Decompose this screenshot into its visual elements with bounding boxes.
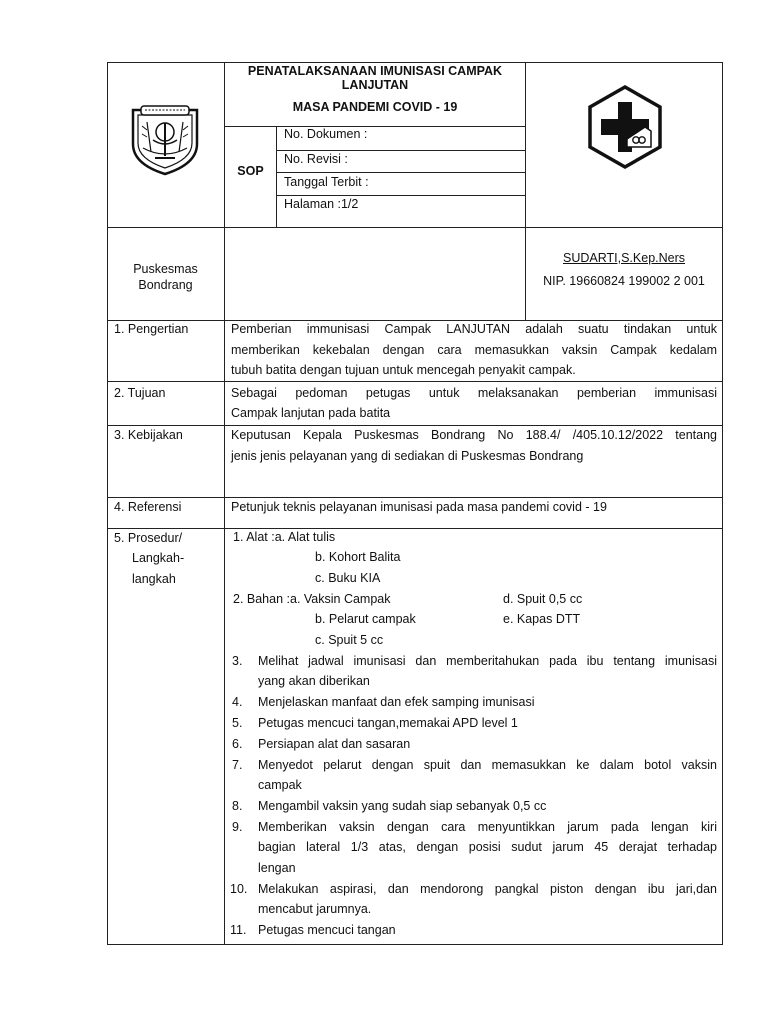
step-8-number: 8. bbox=[232, 799, 243, 813]
alat-item-c: c. Buku KIA bbox=[315, 571, 381, 585]
title-bottom-line bbox=[224, 126, 526, 127]
step-5-number: 5. bbox=[232, 716, 243, 730]
referensi-text: Petunjuk teknis pelayanan imunisasi pada masa pandemi covid - 19 bbox=[231, 500, 607, 514]
prosedur-label-2: Langkah- bbox=[132, 551, 185, 565]
bahan-item-b: b. Pelarut campak bbox=[315, 612, 416, 626]
step-10-number: 10. bbox=[230, 882, 248, 896]
step-3-line-2: yang akan diberikan bbox=[258, 674, 370, 688]
step-6-number: 6. bbox=[232, 737, 243, 751]
step-10-line-2: mencabut jarumnya. bbox=[258, 902, 372, 916]
bahan-item-c: c. Spuit 5 cc bbox=[315, 633, 384, 647]
step-6-line-1: Persiapan alat dan sasaran bbox=[258, 737, 411, 751]
pengertian-bottom-line bbox=[107, 381, 723, 382]
sop-divider bbox=[276, 126, 277, 227]
kebijakan-line-2: jenis jenis pelayanan yang di sediakan di Puskesmas Bondrang bbox=[231, 449, 584, 463]
pengertian-line-3: tubuh batita dengan tujuan untuk mencegah penyakit campak. bbox=[231, 363, 576, 377]
revision-line bbox=[276, 172, 526, 173]
step-9-line-3: lengan bbox=[258, 861, 296, 875]
step-11-number: 11. bbox=[230, 923, 247, 937]
tujuan-label: 2. Tujuan bbox=[114, 386, 166, 400]
pengertian-label: 1. Pengertian bbox=[114, 322, 189, 336]
step-5-line-1: Petugas mencuci tangan,memakai APD level 1 bbox=[258, 716, 518, 730]
referensi-label: 4. Referensi bbox=[114, 500, 182, 514]
kebijakan-label: 3. Kebijakan bbox=[114, 428, 183, 442]
sop-document bbox=[107, 62, 723, 945]
header-bottom-line bbox=[107, 227, 723, 228]
label-column-divider bbox=[224, 320, 225, 945]
step-9-number: 9. bbox=[232, 820, 243, 834]
kebijakan-line-1: Keputusan Kepala Puskesmas Bondrang No 188.4/ /405.10.12/2022 tentang bbox=[231, 428, 717, 442]
step-4-number: 4. bbox=[232, 695, 243, 709]
step-3-number: 3. bbox=[232, 654, 243, 668]
bahan-item-e: e. Kapas DTT bbox=[503, 612, 581, 626]
bahan-item-d: d. Spuit 0,5 cc bbox=[503, 592, 583, 606]
org-name-line-2: Bondrang bbox=[138, 278, 193, 292]
tujuan-line-1: Sebagai pedoman petugas untuk melaksanakan pemberian immunisasi bbox=[231, 386, 717, 400]
bahan-item-a: 2. Bahan :a. Vaksin Campak bbox=[233, 592, 391, 606]
step-4-line-1: Menjelaskan manfaat dan efek samping imunisasi bbox=[258, 695, 535, 709]
title-line-2: LANJUTAN bbox=[341, 78, 409, 92]
revision-field: No. Revisi : bbox=[284, 152, 348, 166]
step-7-line-2: campak bbox=[258, 778, 302, 792]
prosedur-label-1: 5. Prosedur/ bbox=[114, 531, 183, 545]
head-nip: NIP. 19660824 199002 2 001 bbox=[543, 274, 705, 288]
tujuan-bottom-line bbox=[107, 425, 723, 426]
health-ministry-logo bbox=[587, 84, 663, 170]
sop-label: SOP bbox=[237, 164, 264, 178]
org-name-line-1: Puskesmas bbox=[133, 262, 198, 276]
prosedur-label-3: langkah bbox=[132, 572, 176, 586]
step-7-number: 7. bbox=[232, 758, 243, 772]
step-10-line-1: Melakukan aspirasi, dan mendorong pangkal piston dengan ibu jari,dan bbox=[258, 882, 717, 896]
step-9-line-1: Memberikan vaksin dengan cara menyuntikkan jarum pada lengan kiri bbox=[258, 820, 717, 834]
tujuan-line-2: Campak lanjutan pada batita bbox=[231, 406, 391, 420]
kebijakan-bottom-line bbox=[107, 497, 723, 498]
border-left bbox=[107, 62, 108, 945]
step-3-line-1: Melihat jadwal imunisasi dan memberitahukan pada ibu tentang imunisasi bbox=[258, 654, 717, 668]
referensi-bottom-line bbox=[107, 528, 723, 529]
pengertian-line-2: memberikan kekebalan dengan cara memasukkan vaksin Campak kedalam bbox=[231, 343, 717, 357]
border-right bbox=[722, 62, 723, 945]
alat-item-a: 1. Alat :a. Alat tulis bbox=[233, 530, 336, 544]
title-line-1: PENATALAKSANAAN IMUNISASI CAMPAK bbox=[247, 64, 503, 78]
pengertian-line-1: Pemberian immunisasi Campak LANJUTAN adalah suatu tindakan untuk bbox=[231, 322, 717, 336]
step-8-line-1: Mengambil vaksin yang sudah siap sebanyak 0,5 cc bbox=[258, 799, 547, 813]
step-9-line-2: bagian lateral 1/3 atas, dengan posisi sudut jarum 45 derajat terhadap bbox=[258, 840, 717, 854]
step-7-line-1: Menyedot pelarut dengan spuit dan memasukkan ke dalam botol vaksin bbox=[258, 758, 717, 772]
alat-item-b: b. Kohort Balita bbox=[315, 550, 401, 564]
regional-seal-logo bbox=[125, 100, 205, 176]
border-bottom bbox=[107, 944, 723, 945]
step-11-line-1: Petugas mencuci tangan bbox=[258, 923, 396, 937]
title-line-3: MASA PANDEMI COVID - 19 bbox=[292, 100, 458, 114]
page-field: Halaman :1/2 bbox=[284, 197, 359, 211]
head-name: SUDARTI,S.Kep.Ners bbox=[562, 251, 686, 265]
issue-date-field: Tanggal Terbit : bbox=[284, 175, 369, 189]
doc-number-field: No. Dokumen : bbox=[284, 127, 368, 141]
